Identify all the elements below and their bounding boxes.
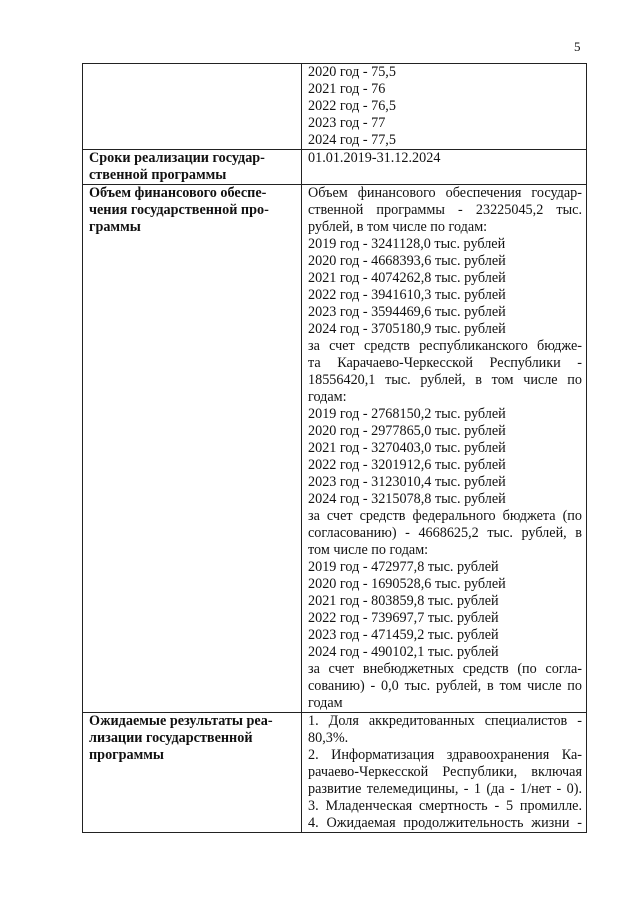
table-row-financing [83,185,587,713]
regional-intro-line: за счет средств республиканского бюдже- [308,338,582,354]
result-line: рачаево-Черкесской Республики, включая [308,764,582,780]
regional-intro-line: 18556420,1 тыс. рублей, в том числе по [308,372,582,388]
regional-year-line: 2022 год - 3201912,6 тыс. рублей [308,457,506,473]
label-line: ственной программы [89,167,227,183]
regional-year-line: 2024 год - 3215078,8 тыс. рублей [308,491,506,507]
value-line: 2020 год - 75,5 [308,64,396,80]
page-number: 5 [574,39,581,54]
total-year-line: 2019 год - 3241128,0 тыс. рублей [308,236,506,252]
federal-year-line: 2019 год - 472977,8 тыс. рублей [308,559,499,575]
label-line: лизации государственной [89,730,253,746]
value-line: 01.01.2019-31.12.2024 [308,150,441,166]
program-passport-table [82,63,587,833]
offbudget-line: за счет внебюджетных средств (по согла- [308,661,582,677]
timeframe-label [83,150,302,185]
label-line: граммы [89,219,141,235]
federal-year-line: 2023 год - 471459,2 тыс. рублей [308,627,499,643]
federal-intro-line: том числе по годам: [308,542,429,558]
regional-intro-line: та Карачаево-Черкесской Республики - [308,355,582,371]
federal-year-line: 2024 год - 490102,1 тыс. рублей [308,644,499,660]
table-row-expected-results [83,713,587,833]
expected-results-label [83,713,302,833]
federal-intro-line: согласованию) - 4668625,2 тыс. рублей, в [308,525,582,541]
result-line: 3. Младенческая смертность - 5 промилле. [308,798,582,814]
financing-intro-line: Объем финансового обеспечения государ- [308,185,582,201]
federal-year-line: 2021 год - 803859,8 тыс. рублей [308,593,499,609]
total-year-line: 2021 год - 4074262,8 тыс. рублей [308,270,506,286]
empty-label-cell [83,64,302,150]
financing-intro-line: ственной программы - 23225045,2 тыс. [308,202,582,218]
value-line: 2021 год - 76 [308,81,386,97]
label-line: Сроки реализации государ- [89,150,265,166]
financing-intro-line: рублей, в том числе по годам: [308,219,488,235]
result-line: 4. Ожидаемая продолжительность жизни - [308,815,582,831]
timeframe-value [302,150,587,185]
label-line: чения государственной про- [89,202,269,218]
regional-year-line: 2021 год - 3270403,0 тыс. рублей [308,440,506,456]
financing-value [302,185,587,713]
label-line: программы [89,747,164,763]
offbudget-line: сованию) - 0,0 тыс. рублей, в том числе по [308,678,582,694]
federal-intro-line: за счет средств федерального бюджета (по [308,508,582,524]
federal-year-line: 2020 год - 1690528,6 тыс. рублей [308,576,506,592]
total-year-line: 2024 год - 3705180,9 тыс. рублей [308,321,506,337]
result-line: развитие телемедицины, - 1 (да - 1/нет - 0). [308,781,582,797]
value-line: 2024 год - 77,5 [308,132,396,148]
table-row-timeframe [83,150,587,185]
value-line: 2023 год - 77 [308,115,386,131]
offbudget-line: годам [308,695,343,711]
life-expectancy-values [302,64,587,150]
financing-label [83,185,302,713]
label-line: Объем финансового обеспе- [89,185,267,201]
table-row-life-expectancy-continuation [83,64,587,150]
total-year-line: 2022 год - 3941610,3 тыс. рублей [308,287,506,303]
federal-year-line: 2022 год - 739697,7 тыс. рублей [308,610,499,626]
expected-results-value [302,713,587,833]
total-year-line: 2020 год - 4668393,6 тыс. рублей [308,253,506,269]
regional-year-line: 2019 год - 2768150,2 тыс. рублей [308,406,506,422]
regional-year-line: 2020 год - 2977865,0 тыс. рублей [308,423,506,439]
regional-intro-line: годам: [308,389,347,405]
result-line: 80,3%. [308,730,349,746]
value-line: 2022 год - 76,5 [308,98,396,114]
label-line: Ожидаемые результаты реа- [89,713,273,729]
total-year-line: 2023 год - 3594469,6 тыс. рублей [308,304,506,320]
result-line: 2. Информатизация здравоохранения Ка- [308,747,582,763]
result-line: 1. Доля аккредитованных специалистов - [308,713,582,729]
regional-year-line: 2023 год - 3123010,4 тыс. рублей [308,474,506,490]
